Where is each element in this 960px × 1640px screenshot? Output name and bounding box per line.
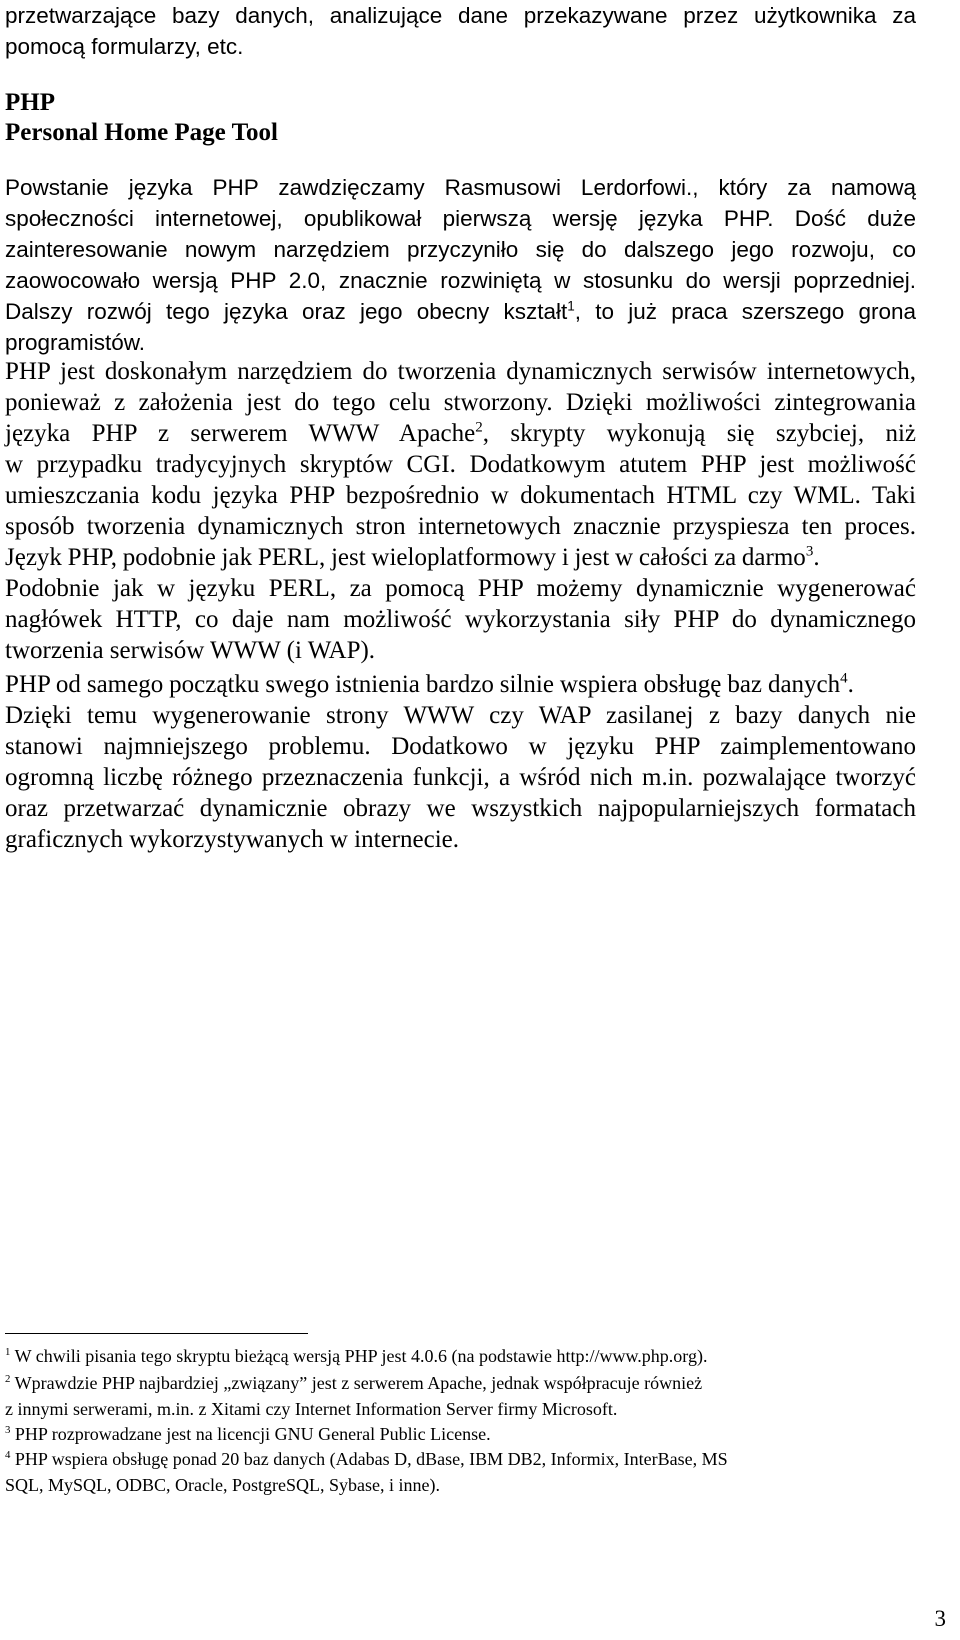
footnote-2-number: 2 [5, 1373, 11, 1385]
para2-line-7 [5, 544, 916, 572]
footnote-ref-4: 4 [840, 670, 848, 687]
para2-line-5: umieszczania kodu języka PHP bezpośrednio w dokumentach HTML czy WML. Taki [5, 482, 916, 509]
para2-line-7-text-a: Język PHP, podobnie jak PERL, jest wieloplatformowy i jest w całości za darmo [5, 544, 806, 571]
para2-line-3 [5, 420, 916, 448]
para3-line-3: tworzenia serwisów WWW (i WAP). [5, 637, 376, 664]
footnote-ref-1: 1 [567, 298, 575, 314]
footnote-1 [5, 1346, 885, 1367]
para3-line-2: nagłówek HTTP, co daje nam możliwość wykorzystania siły PHP do dynamicznego [5, 606, 916, 633]
footnote-ref-3: 3 [805, 543, 814, 560]
footnote-4-continuation: SQL, MySQL, ODBC, Oracle, PostgreSQL, Sybase, i inne). [5, 1475, 440, 1495]
para2-line-4: w przypadku tradycyjnych skryptów CGI. Dodatkowym atutem PHP jest możliwość [5, 451, 916, 478]
section-title: PHP [5, 89, 55, 116]
para2-line-7-text-b: . [813, 544, 820, 571]
footnote-4-number: 4 [5, 1449, 11, 1461]
para1-line-2: społeczności internetowej, opublikował pierwszą wersję języka PHP. Dość duże [5, 206, 916, 231]
para3-line-1: Podobnie jak w języku PERL, za pomocą PHP możemy dynamicznie wygenerować [5, 575, 916, 602]
footnote-2 [5, 1373, 885, 1394]
footnote-4-text: PHP wspiera obsługę ponad 20 baz danych (Adabas D, dBase, IBM DB2, Informix, InterBase, MS [10, 1449, 728, 1469]
footnote-3-text: PHP rozprowadzane jest na licencji GNU General Public License. [10, 1424, 491, 1444]
para1-line-6: programistów. [5, 330, 146, 355]
para4-line-1-text-a: PHP od samego początku swego istnienia bardzo silnie wspiera obsługę baz danych [5, 671, 841, 698]
para2-line-1: PHP jest doskonałym narzędziem do tworzenia dynamicznych serwisów internetowych, [5, 358, 916, 385]
footnote-4 [5, 1449, 885, 1470]
footnote-separator [5, 1333, 308, 1334]
para2-line-3-text-a: języka PHP z serwerem WWW Apache [5, 420, 476, 447]
para4-line-1-text-b: . [847, 671, 854, 698]
para1-line-5-text-b: , to już praca szerszego grona [574, 299, 916, 324]
para1-line-4: zaowocowało wersją PHP 2.0, znacznie rozwiniętą w stosunku do wersji poprzedniej. [5, 268, 916, 293]
footnote-2-continuation: z innymi serwerami, m.in. z Xitami czy Internet Information Server firmy Microsoft. [5, 1399, 618, 1419]
page-number: 3 [934, 1606, 946, 1631]
footnote-1-number: 1 [5, 1346, 11, 1358]
para1-line-5 [5, 299, 916, 325]
para1-line-5-text-a: Dalszy rozwój tego języka oraz jego obecny kształt [5, 299, 568, 324]
para4-line-2: Dzięki temu wygenerowanie strony WWW czy WAP zasilanej z bazy danych nie [5, 702, 916, 729]
para4-line-1 [5, 671, 916, 699]
para4-line-3: stanowi najmniejszego problemu. Dodatkowo w języku PHP zaimplementowano [5, 733, 916, 760]
section-subtitle: Personal Home Page Tool [5, 119, 278, 146]
para2-line-2: ponieważ z założenia jest do tego celu stworzony. Dzięki możliwości zintegrowania [5, 389, 916, 416]
para4-line-6: graficznych wykorzystywanych w internecie. [5, 826, 459, 853]
para4-line-4: ogromną liczbę różnego przeznaczenia funkcji, a wśród nich m.in. pozwalające tworzyć [5, 764, 916, 791]
footnote-2-text: Wprawdzie PHP najbardziej „związany” jest z serwerem Apache, jednak współpracuje również [10, 1373, 703, 1393]
intro-line-2: pomocą formularzy, etc. [5, 34, 244, 59]
footnote-3 [5, 1424, 885, 1445]
footnote-3-number: 3 [5, 1424, 11, 1436]
para2-line-6: sposób tworzenia dynamicznych stron internetowych znacznie przyspiesza ten proces. [5, 513, 916, 540]
para1-line-3: zainteresowanie nowym narzędziem przyczyniło się do dalszego jego rozwoju, co [5, 237, 916, 262]
intro-line-1: przetwarzające bazy danych, analizujące dane przekazywane przez użytkownika za [5, 3, 916, 28]
para4-line-5: oraz przetwarzać dynamicznie obrazy we wszystkich najpopularniejszych formatach [5, 795, 916, 822]
footnote-ref-2: 2 [475, 419, 483, 436]
para1-line-1: Powstanie języka PHP zawdzięczamy Rasmusowi Lerdorfowi., który za namową [5, 175, 916, 200]
para2-line-3-text-b: , skrypty wykonują się szybciej, niż [482, 420, 916, 447]
footnote-1-text: W chwili pisania tego skryptu bieżącą wersją PHP jest 4.0.6 (na podstawie http://www.php.org). [10, 1346, 708, 1366]
